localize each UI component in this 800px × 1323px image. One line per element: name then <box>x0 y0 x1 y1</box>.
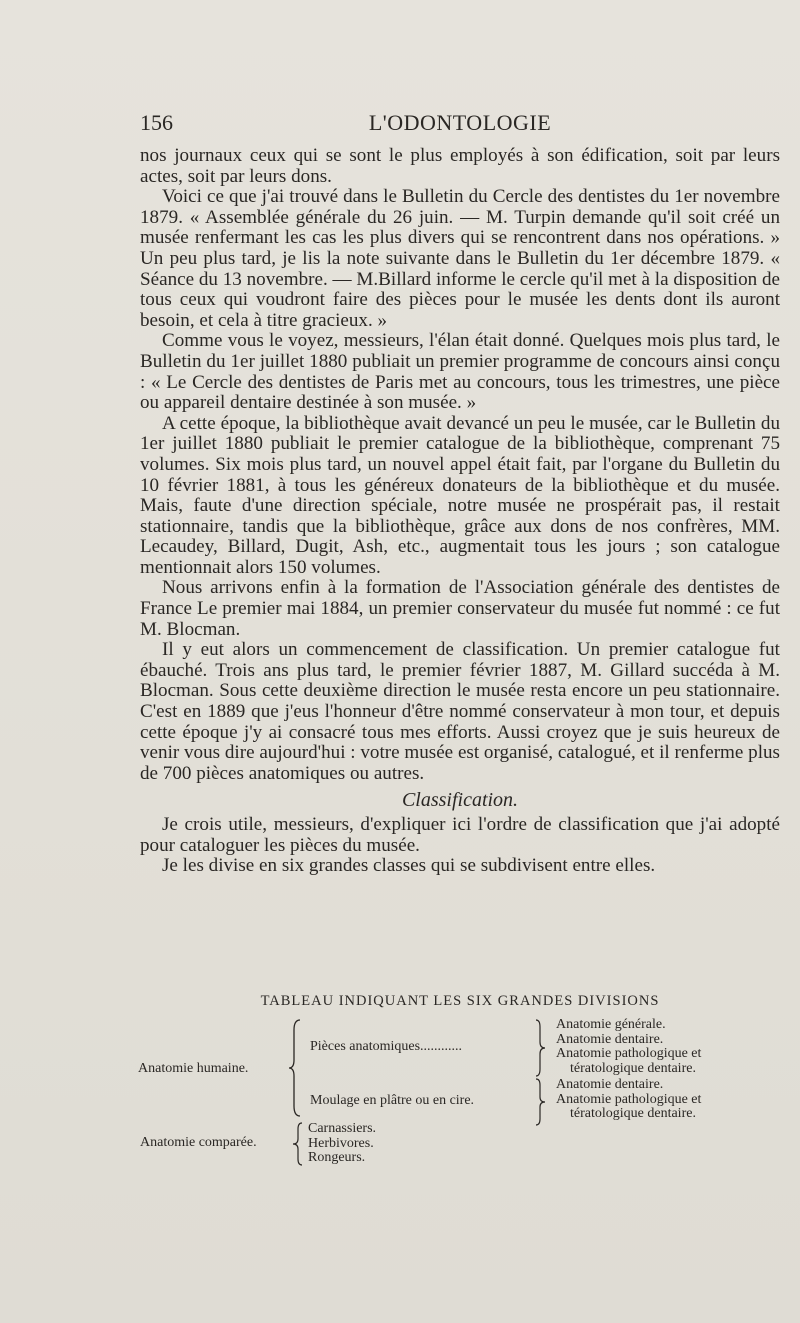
paragraph: Nous arrivons enfin à la formation de l'Association générale des dentistes de France Le premier mai 1884, un premier conservateur du musée fut nommé : ce fut M. Blocman. <box>140 577 780 640</box>
list-item: Anatomie pathologique et <box>556 1046 702 1061</box>
paragraph: Comme vous le voyez, messieurs, l'élan était donné. Quelques mois plus tard, le Bulletin du 1er juillet 1880 publiait un premier programme de concours ainsi conçu : « Le Cercle des dentistes de Paris met au concours, tous les trimestres, une pièce ou appareil dentaire destinée à son musée. » <box>140 330 780 414</box>
list-item: Anatomie générale. <box>556 1017 666 1032</box>
list-item: tératologique dentaire. <box>570 1106 696 1121</box>
list-item: Carnassiers. <box>308 1121 377 1136</box>
list-item: Rongeurs. <box>308 1150 366 1165</box>
moulage-subitems <box>556 1078 701 1122</box>
anatomie-comparee-label: Anatomie comparée. <box>140 1135 257 1150</box>
paragraph: A cette époque, la bibliothèque avait devancé un peu le musée, car le Bulletin du 1er juillet 1880 publiait le premier catalogue de la bibliothèque, comprenant 75 volumes. Six mois plus tard, un nouvel appel était fait, par l'organe du Bulletin du 10 février 1881, à tous les généreux donateurs de la bibliothèque et du musée. Mais, faute d'une direction spéciale, notre musée ne prospérait pas, il restait stationnaire, tandis que la bibliothèque, grâce aux dons de nos confrères, MM. Lecaudey, Billard, Dugit, Ash, etc., augmentait tous les jours ; son catalogue mentionnait alors 150 volumes. <box>140 412 780 578</box>
paragraph: Je crois utile, messieurs, d'expliquer ici l'ordre de classification que j'ai adopté pour cataloguer les pièces du musée. <box>140 814 780 856</box>
list-item: Anatomie dentaire. <box>556 1031 664 1047</box>
anatomie-humaine-label: Anatomie humaine. <box>138 1061 249 1076</box>
list-item: Anatomie dentaire. <box>556 1077 664 1092</box>
page-header <box>140 110 780 140</box>
list-item: Herbivores. <box>308 1135 374 1151</box>
comparee-subitems <box>308 1122 376 1166</box>
list-item: tératologique dentaire. <box>570 1060 696 1076</box>
pieces-anatomiques-label: Pièces anatomiques............ <box>310 1039 463 1054</box>
moulage-label: Moulage en plâtre ou en cire. <box>310 1093 475 1108</box>
paragraph: nos journaux ceux qui se sont le plus employés à son édification, soit par leurs actes, soit par leurs dons. <box>140 145 780 187</box>
paragraph: Il y eut alors un commencement de classification. Un premier catalogue fut ébauché. Trois ans plus tard, le premier février 1887, M. Gillard succéda à M. Blocman. Sous cette deuxième direction le musée resta encore un peu stationnaire. C'est en 1889 que j'eus l'honneur d'être nommé conservateur à mon tour, et depuis cette époque j'y ai consacré tous mes efforts. Aussi croyez que je suis heureux de venir vous dire aujourd'hui : votre musée est organisé, catalogué, et il renferme plus de 700 pièces anatomiques ou autres. <box>140 639 780 784</box>
paragraph: Je les divise en six grandes classes qui se subdivisent entre elles. <box>162 855 656 877</box>
list-item: Anatomie pathologique et <box>556 1091 702 1107</box>
brace-anatomie-comparee <box>292 1122 304 1166</box>
brace-anatomie-humaine <box>288 1018 302 1118</box>
running-title: L'ODONTOLOGIE <box>368 110 552 135</box>
brace-pieces <box>534 1019 546 1077</box>
section-heading: Classification. <box>401 789 519 812</box>
table-title: TABLEAU INDIQUANT LES SIX GRANDES DIVISIONS <box>260 993 660 1009</box>
page-number: 156 <box>140 110 173 135</box>
pieces-subitems <box>556 1018 701 1076</box>
paragraph: Voici ce que j'ai trouvé dans le Bulletin du Cercle des dentistes du 1er novembre 1879. « Assemblée générale du 26 juin. — M. Turpin demande qu'il soit créé un musée renfermant les cas les plus divers qui se rencontrent dans nos opérations. » Un peu plus tard, je lis la note suivante dans le Bulletin du 1er décembre 1879. « Séance du 13 novembre. — M.Billard informe le cercle qu'il met à la disposition de tous ceux qui voudront faire des pièces pour le musée les dents dont ils auront besoin, et cela à titre gracieux. » <box>140 186 780 331</box>
classification-table <box>138 1018 788 1178</box>
brace-moulage <box>534 1078 546 1126</box>
body-text <box>140 146 780 877</box>
